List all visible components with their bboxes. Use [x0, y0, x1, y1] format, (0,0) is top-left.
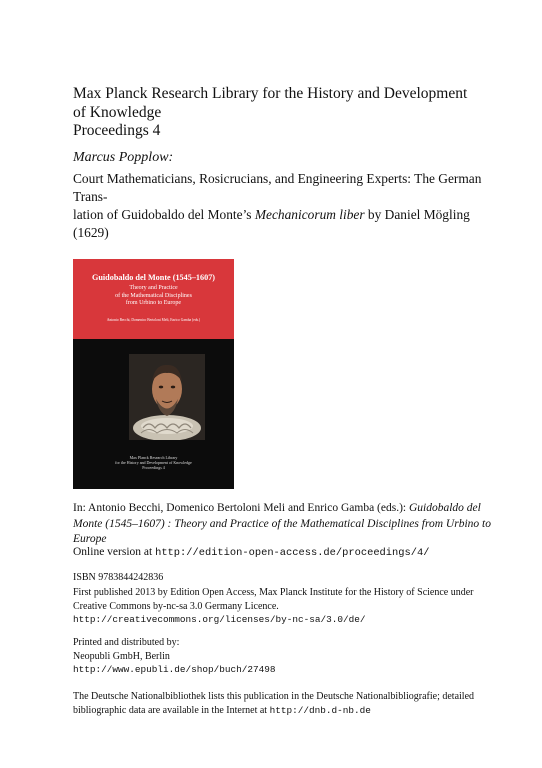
cover-editors: Antonio Becchi, Domenico Bertoloni Meli, Enrico Gamba (eds.)	[106, 318, 201, 322]
dnb-notice	[73, 690, 493, 718]
book-reference	[73, 501, 493, 548]
cover-publisher-line2: for the History and Development of Knowledge	[115, 460, 192, 465]
isbn: ISBN 9783844242836	[73, 572, 164, 583]
license-link[interactable]: http://creativecommons.org/licenses/by-nc-sa/3.0/de/	[73, 614, 366, 625]
cover-title: Guidobaldo del Monte (1545–1607)	[91, 273, 216, 282]
cover-portrait-image	[129, 354, 205, 440]
series-title	[73, 84, 493, 122]
article-title	[73, 170, 493, 242]
article-title-text-end: by Daniel Mögling (1629)	[73, 207, 470, 240]
article-title-italic: Mechanicorum liber	[254, 207, 365, 222]
dnb-text: The Deutsche Nationalbibliothek lists this publication in the Deutsche Nationalbibliografie; detailed bibliographic data are available in the Internet at	[73, 691, 475, 716]
volume-label: Proceedings 4	[73, 122, 161, 139]
cover-publisher	[73, 455, 234, 470]
cover-subtitle-line1: Theory and Practice	[129, 285, 178, 291]
reference-book-title: Guidobaldo del Monte (1545–1607) : Theory and Practice of the Mathematical Disciplines from Urbino to Europe	[73, 502, 491, 545]
cover-subtitle-line3: from Urbino to Europe	[125, 300, 182, 306]
series-title-line2: of Knowledge	[73, 104, 162, 121]
cover-subtitle-line2: of the Mathematical Disciplines	[115, 292, 192, 299]
online-version-label: Online version at	[73, 546, 156, 558]
publication-info	[73, 586, 493, 627]
first-published-text: First published 2013 by Edition Open Access, Max Planck Institute for the History of Science under Creative Commons by-nc-sa 3.0 Germany Licence.	[73, 587, 474, 612]
cover-publisher-line1: Max Planck Research Library	[129, 455, 178, 460]
series-title-line1: Max Planck Research Library for the History and Development	[73, 85, 468, 102]
dnb-link[interactable]: http://dnb.d-nb.de	[269, 705, 371, 716]
reference-prefix: In: Antonio Becchi, Domenico Bertoloni Meli and Enrico Gamba (eds.):	[73, 502, 409, 514]
printed-label: Printed and distributed by:	[73, 637, 180, 648]
cover-publisher-line3: Proceedings 4	[142, 465, 165, 470]
printer-link[interactable]: http://www.epubli.de/shop/buch/27498	[73, 664, 276, 675]
printer-company: Neopubli GmbH, Berlin	[73, 650, 170, 662]
article-title-line2	[73, 206, 493, 242]
article-title-line1: Court Mathematicians, Rosicrucians, and Engineering Experts: The German Trans-	[73, 171, 482, 204]
online-version	[73, 546, 429, 559]
article-author: Marcus Popplow:	[73, 150, 174, 165]
article-title-text: lation of Guidobaldo del Monte’s	[73, 207, 255, 222]
online-version-link[interactable]: http://edition-open-access.de/proceedings/4/	[155, 547, 430, 559]
cover-subtitle	[73, 285, 234, 308]
book-cover	[73, 259, 234, 489]
printing-info	[73, 636, 276, 677]
